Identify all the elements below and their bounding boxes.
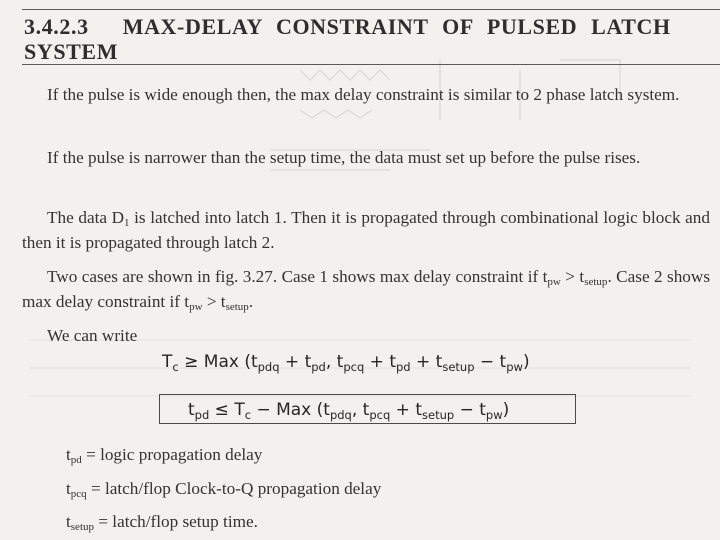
definition-tsetup: $t_{setup}$ = latch/flop setup time. [66,512,258,533]
paragraph-two-cases: Two cases are shown in fig. 3.27. Case 1 shows max delay constraint if $t_{pw} > t_{setup}$. Case 2 shows max delay constraint if $t_{pw} > t_{setup}$. [22,267,711,313]
section-title-line1: MAX-DELAY CONSTRAINT OF PULSED LATCH [122,14,671,39]
section-title-line2: SYSTEM [24,39,119,64]
paragraph-narrow-pulse: If the pulse is narrower than the setup time, the data must set up before the pulse rises. [47,148,641,167]
heading-bottom-rule [22,64,720,65]
section-heading [24,14,714,64]
heading-top-rule [22,9,720,10]
section-number: 3.4.2.3 [24,14,89,39]
paragraph-data-latched: The data $D_1$ is latched into latch 1. Then it is propagated through combinational logic block and then it is propagated through latch 2. [22,208,710,252]
equation-tpd-constraint: $t_{pd} \le T_c$ − Max ($t_{pdq}$, $t_{pcq} + t_{setup} - t_{pw}$) [188,400,510,422]
equation-max-constraint: $T_c$ ≥ Max ($t_{pdq} + t_{pd}$, $t_{pcq} + t_{pd} + t_{setup} - t_{pw}$) [162,352,530,374]
definition-tpd: $t_{pd}$ = logic propagation delay [66,445,263,466]
paragraph-wide-pulse: If the pulse is wide enough then, the max delay constraint is similar to 2 phase latch system. [47,85,680,104]
definition-tpcq: $t_{pcq}$ = latch/flop Clock-to-Q propagation delay [66,479,382,500]
paragraph-we-can-write: We can write [47,326,138,345]
